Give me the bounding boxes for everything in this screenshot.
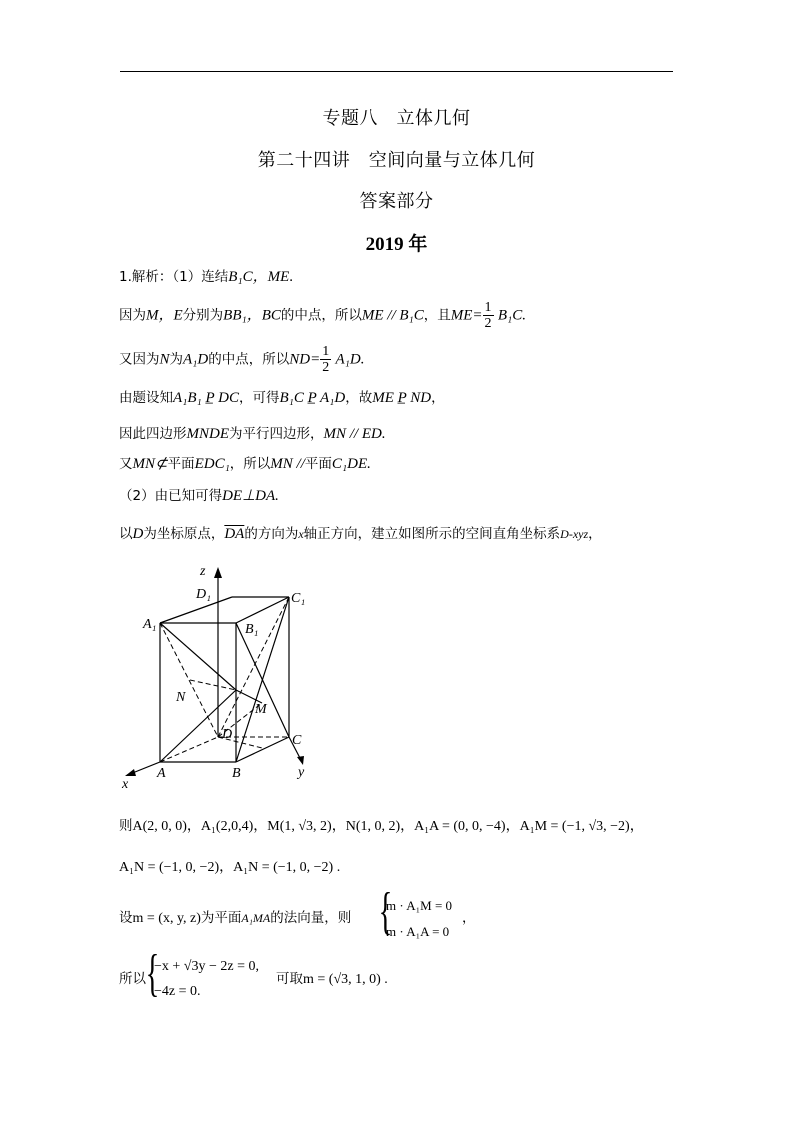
label-C1: C₁ [291,591,306,606]
system-brace: { [378,883,393,940]
solution-line-9: 则A(2, 0, 0)，A₁(2,0,4)，M(1, √3, 2)，N(1, 0, 2)，A₁A = (0, 0, −4)，A₁M = (−1, √3, −2)， [119,818,644,834]
solution-line-1: 1.解析：（1）连结B₁C，ME. [119,269,294,285]
label-C: C [292,733,302,748]
label-M: M [255,702,267,717]
y-axis-arrow [297,756,304,765]
x-axis-arrow [125,769,136,776]
system-eq-3: −x + √3y − 2z = 0, [154,959,259,974]
topic-title: 专题八 立体几何 [322,108,471,129]
label-D1: D₁ [196,587,211,602]
solution-line-6: 又MN⊄平面EDC₁，所以MN //平面C₁DE. [119,456,371,472]
label-B: B [232,766,241,781]
system-eq-1: m · A₁M = 0 [386,898,453,913]
label-B1: B₁ [245,622,259,637]
label-A: A [157,766,166,781]
edge-A-N [160,690,236,762]
z-axis-arrow [214,567,222,578]
solution-line-3: 又因为N为A₁D的中点，所以ND= $\frac{1}{2}$ A₁D. [119,344,365,375]
edge-A1-N [160,623,236,690]
vector-DA: $\overline{DA}$ [224,526,245,542]
label-A1: A₁ [143,617,157,632]
label-N: N [176,690,186,705]
label-y: y [298,765,305,780]
hidden-edge-D-C1 [218,597,289,737]
system-comma: ， [462,910,476,926]
lecture-title: 第二十四讲 空间向量与立体几何 [257,150,536,171]
fraction-half: $\frac{1}{2}$ [484,300,492,331]
solution-line-12-prefix: 所以 [119,971,146,987]
header-rule [120,71,673,72]
solution-line-4: 由题设知A₁B₁ P̲ DC，可得B₁C P̲ A₁D，故ME P̲ ND， [119,390,445,406]
label-z: z [200,564,206,579]
solution-line-12-result: 可取m = (√3, 1, 0) . [276,971,388,987]
solution-line-11: 设m = (x, y, z)为平面A₁MA的法向量，则 [119,910,352,926]
hidden-edge-N-mid [190,680,236,690]
hidden-edge-A1-D [160,623,218,737]
system-eq-2: m · A₁A = 0 [386,924,450,939]
fraction-half: $\frac{1}{2}$ [322,344,330,375]
edge-B-C [236,737,289,762]
solution-line-5: 因此四边形MNDE为平行四边形，MN // ED. [119,426,386,442]
label-D: D [222,727,233,742]
system-eq-4: −4z = 0. [154,984,201,999]
label-x: x [122,777,129,790]
solution-line-2: 因为M，E分别为BB₁，BC的中点，所以ME // B₁C，且ME= $\frac{1}{2}$ B₁C. [119,300,526,331]
section-title: 答案部分 [359,191,434,212]
year-heading: 2019 年 [365,234,428,255]
prism-figure [115,555,335,790]
system-brace: { [145,945,160,1002]
hidden-edge-A-D [160,737,218,762]
solution-line-8: 以D为坐标原点，$\overline{DA}$的方向为x轴正方向，建立如图所示的空间直角坐标系D-xyz， [119,526,602,542]
solution-line-10: A₁N = (−1, 0, −2)，A₁N = (−1, 0, −2) . [119,860,341,875]
edge-B1-C1 [236,597,289,623]
solution-line-7: （2）由已知可得DE⊥DA. [119,488,279,504]
edge-B1-C [236,623,289,737]
